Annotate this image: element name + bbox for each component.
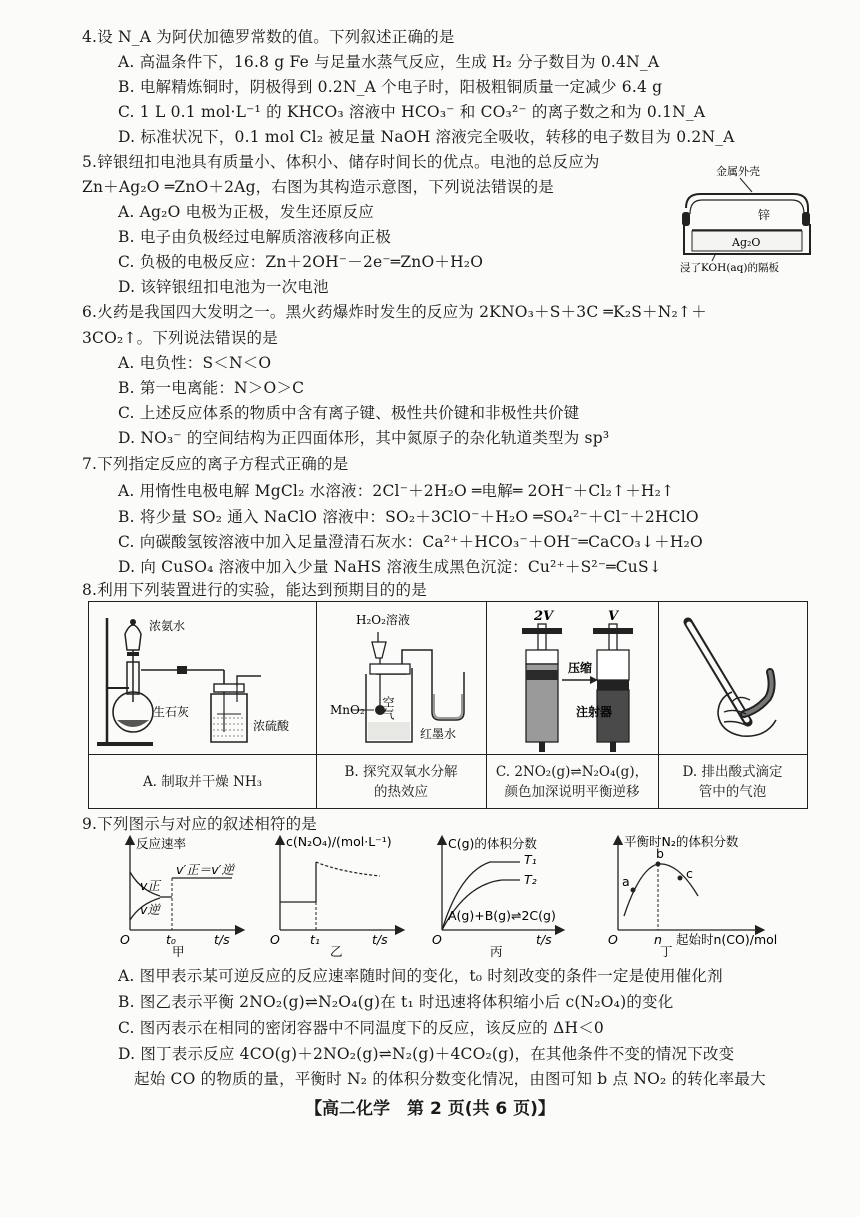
- mno2-label: MnO₂: [330, 703, 365, 717]
- q5-stem-1: 5.锌银纽扣电池具有质量小、体积小、储存时间长的优点。电池的总反应为: [82, 153, 600, 171]
- q5-option-c: C. 负极的电极反应：Zn＋2OH⁻－2e⁻═ZnO＋H₂O: [118, 253, 484, 271]
- q6-option-b: B. 第一电离能：N＞O＞C: [118, 379, 305, 397]
- yi-title: 乙: [330, 944, 343, 959]
- graph-jia: [120, 836, 240, 959]
- experiment-table: [88, 601, 808, 809]
- q9-option-d-2: 起始 CO 的物质的量，平衡时 N₂ 的体积分数变化情况，由图可知 b 点 NO₂ 的转化率最大: [134, 1070, 766, 1088]
- svg-text:O: O: [270, 932, 280, 947]
- q9-option-d-1: D. 图丁表示反应 4CO(g)＋2NO₂(g)⇌N₂(g)＋4CO₂(g)，在其他条件不变的情况下改变: [118, 1045, 735, 1063]
- ding-title: 丁: [660, 944, 673, 959]
- q6-option-c: C. 上述反应体系的物质中含有离子键、极性共价键和非极性共价键: [118, 404, 580, 422]
- q4-option-c: C. 1 L 0.1 mol·L⁻¹ 的 KHCO₃ 溶液中 HCO₃⁻ 和 CO₃²⁻ 的离子数之和为 0.1N_A: [118, 103, 706, 121]
- svg-text:O: O: [120, 932, 130, 947]
- experiment-d-caption: D. 排出酸式滴定 管中的气泡: [658, 754, 807, 808]
- ammonia-label: 浓氨水: [149, 619, 186, 633]
- svg-text:t₀: t₀: [166, 932, 176, 947]
- q7-option-a: A. 用惰性电极电解 MgCl₂ 水溶液：2Cl⁻＋2H₂O ═电解═ 2OH⁻＋Cl₂↑＋H₂↑: [118, 482, 675, 500]
- bing-title: 丙: [490, 944, 503, 959]
- svg-text:起始时n(CO)/mol: 起始时n(CO)/mol: [676, 932, 778, 947]
- q7-option-c: C. 向碳酸氢铵溶液中加入足量澄清石灰水：Ca²⁺＋HCO₃⁻＋OH⁻═CaCO₃↓＋H₂O: [118, 533, 703, 551]
- graph-yi: [270, 834, 400, 959]
- q7-stem: 7.下列指定反应的离子方程式正确的是: [82, 455, 349, 473]
- svg-text:t/s: t/s: [372, 932, 388, 947]
- volume-v-label: V: [608, 609, 619, 624]
- svg-text:a: a: [622, 874, 630, 889]
- ag2o-label: Ag₂O: [732, 236, 761, 249]
- jia-v-reverse: v逆: [140, 902, 160, 917]
- bing-equation: A(g)+B(g)⇌2C(g): [448, 908, 556, 923]
- q6-option-d: D. NO₃⁻ 的空间结构为正四面体形，其中氮原子的杂化轨道类型为 sp³: [118, 429, 610, 447]
- experiment-c-caption: C. 2NO₂(g)⇌N₂O₄(g)， 颜色加深说明平衡逆移: [486, 754, 658, 808]
- svg-text:t/s: t/s: [214, 932, 230, 947]
- q9-stem: 9.下列图示与对应的叙述相符的是: [82, 815, 317, 833]
- q6-stem-2: 3CO₂↑。下列说法错误的是: [82, 329, 278, 347]
- q5-stem-2: Zn＋Ag₂O ═ZnO＋2Ag，右图为其构造示意图，下列说法错误的是: [82, 178, 554, 196]
- experiment-b-caption: B. 探究双氧水分解 的热效应: [316, 754, 486, 808]
- experiment-d: [658, 602, 807, 808]
- q7-option-d: D. 向 CuSO₄ 溶液中加入少量 NaHS 溶液生成黑色沉淀：Cu²⁺＋S²⁻═CuS↓: [118, 558, 662, 576]
- ding-ylabel: 平衡时N₂的体积分数: [624, 834, 739, 849]
- zinc-label: 锌: [758, 208, 771, 222]
- q9-option-b: B. 图乙表示平衡 2NO₂(g)⇌N₂O₄(g)在 t₁ 时迅速将体积缩小后 c(N₂O₄)的变化: [118, 993, 674, 1011]
- syringe-label: 注射器: [576, 705, 613, 719]
- svg-text:t/s: t/s: [536, 932, 552, 947]
- volume-2v-label: 2V: [534, 609, 554, 624]
- q4-option-a: A. 高温条件下，16.8 g Fe 与足量水蒸气反应，生成 H₂ 分子数目为 0.4N_A: [118, 53, 660, 71]
- graph-bing: [432, 836, 560, 959]
- ink-label: 红墨水: [420, 727, 457, 741]
- experiment-a: [89, 602, 317, 808]
- q4-stem: 4.设 N_A 为阿伏加德罗常数的值。下列叙述正确的是: [82, 28, 455, 46]
- shell-label: 金属外壳: [716, 165, 760, 178]
- q4-option-b: B. 电解精炼铜时，阴极得到 0.2N_A 个电子时，阳极粗铜质量一定减少 6.4 g: [118, 78, 663, 96]
- q5-option-a: A. Ag₂O 电极为正极，发生还原反应: [118, 203, 375, 221]
- air-label: 空气: [381, 696, 395, 720]
- compress-label: 压缩: [568, 661, 593, 675]
- separator-label: 浸了KOH(aq)的隔板: [680, 262, 780, 274]
- jia-title: 甲: [172, 944, 185, 959]
- page-footer: 【高二化学 第 2 页(共 6 页)】: [305, 1099, 555, 1119]
- experiment-c: [486, 602, 659, 808]
- svg-text:T₂: T₂: [524, 872, 537, 887]
- q5-option-b: B. 电子由负极经过电解质溶液移向正极: [118, 228, 392, 246]
- svg-text:O: O: [608, 932, 618, 947]
- sulfuric-acid-label: 浓硫酸: [253, 719, 290, 733]
- jia-ylabel: 反应速率: [136, 836, 187, 851]
- q8-stem: 8.利用下列装置进行的实验，能达到预期目的的是: [82, 581, 427, 599]
- svg-text:t₁: t₁: [310, 932, 320, 947]
- h2o2-label: H₂O₂溶液: [356, 613, 410, 627]
- q6-option-a: A. 电负性：S＜N＜O: [118, 354, 272, 372]
- q5-option-d: D. 该锌银纽扣电池为一次电池: [118, 278, 329, 296]
- q9-option-c: C. 图丙表示在相同的密闭容器中不同温度下的反应，该反应的 ΔH＜0: [118, 1019, 604, 1037]
- svg-text:b: b: [656, 846, 664, 861]
- yi-ylabel: c(N₂O₄)/(mol·L⁻¹): [286, 834, 392, 849]
- q9-option-a: A. 图甲表示某可逆反应的反应速率随时间的变化，t₀ 时刻改变的条件一定是使用催化剂: [118, 967, 723, 985]
- q6-stem-1: 6.火药是我国四大发明之一。黑火药爆炸时发生的反应为 2KNO₃＋S＋3C ═K₂S＋N₂↑＋: [82, 303, 707, 321]
- lime-label: 生石灰: [153, 705, 190, 719]
- experiment-a-caption: A. 制取并干燥 NH₃: [89, 754, 316, 808]
- jia-v-forward: v正: [140, 878, 160, 893]
- jia-v-prime: v′正＝v′逆: [176, 862, 234, 877]
- q7-option-b: B. 将少量 SO₂ 通入 NaClO 溶液中：SO₂＋3ClO⁻＋H₂O ═SO₄²⁻＋Cl⁻＋2HClO: [118, 508, 699, 526]
- svg-text:n: n: [654, 932, 662, 947]
- q9-graphs: [110, 832, 830, 959]
- experiment-b: [316, 602, 487, 808]
- q4-option-d: D. 标准状况下，0.1 mol Cl₂ 被足量 NaOH 溶液完全吸收，转移的电子数目为 0.2N_A: [118, 128, 735, 146]
- svg-text:c: c: [686, 866, 693, 881]
- svg-text:T₁: T₁: [524, 852, 537, 867]
- bing-ylabel: C(g)的体积分数: [448, 836, 537, 851]
- svg-text:O: O: [432, 932, 442, 947]
- graph-ding: [608, 834, 777, 959]
- button-cell-diagram: [672, 164, 822, 276]
